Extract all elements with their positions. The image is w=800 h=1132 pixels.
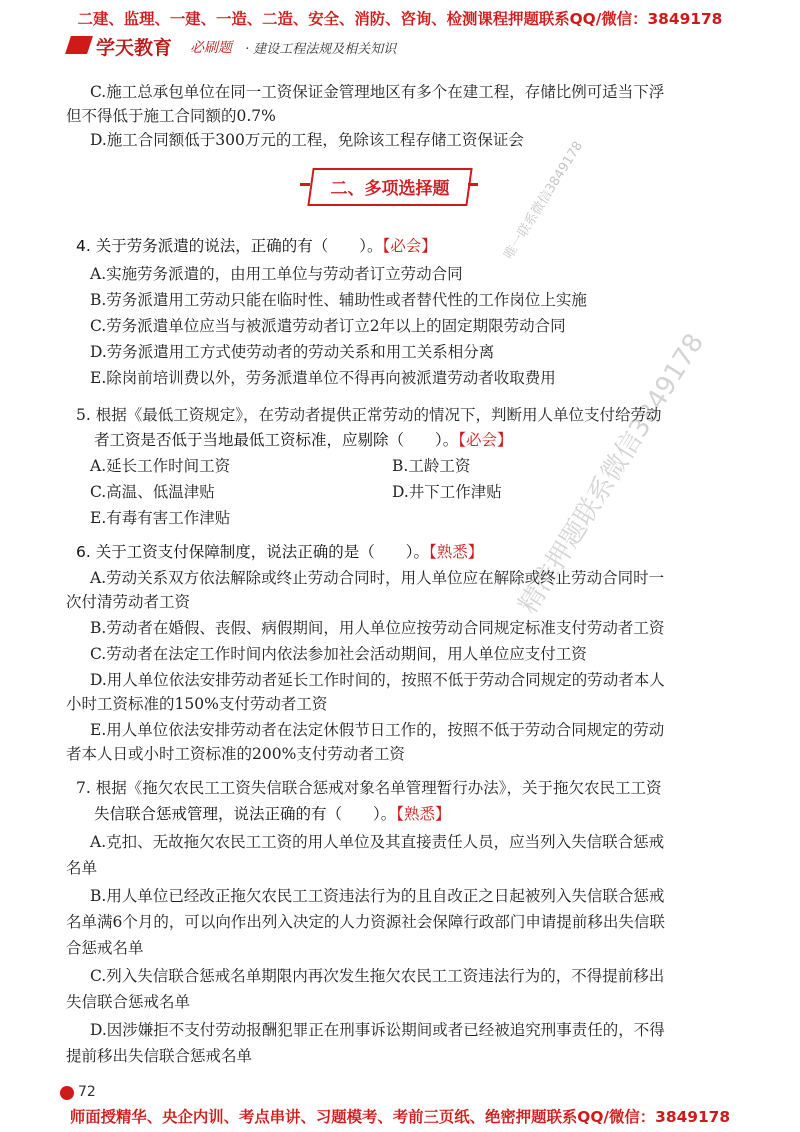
- option-a-continued: 名单: [66, 859, 98, 877]
- option-a: A.延长工作时间工资: [90, 457, 231, 475]
- difficulty-tag: 【熟悉】: [396, 805, 451, 823]
- option-e: E.除岗前培训费以外，劳务派遣单位不得再向被派遣劳动者收取费用: [90, 369, 556, 387]
- option-e: E.用人单位依法安排劳动者在法定休假节日工作的，按照不低于劳动合同规定的劳动: [90, 721, 665, 739]
- option-c: C.列入失信联合惩戒名单期限内再次发生拖欠农民工工资违法行为的，不得提前移出: [90, 967, 665, 985]
- option-c: C.高温、低温津贴: [90, 483, 215, 501]
- option-e-continued: 者本人日或小时工资标准的200%支付劳动者工资: [66, 745, 405, 763]
- page-marker-icon: [60, 1086, 74, 1100]
- question-stem-continued: 者工资是否低于当地最低工资标准，应剔除（ ）。: [94, 431, 459, 449]
- question-6: [76, 540, 483, 562]
- option-a: A.劳动关系双方依法解除或终止劳动合同时，用人单位应在解除或终止劳动合同时一: [90, 569, 665, 587]
- book-subtitle: · 建设工程法规及相关知识: [245, 42, 397, 57]
- option-b-continued: 合惩戒名单: [66, 939, 144, 957]
- question-5: [94, 428, 513, 450]
- option-c: C.劳动者在法定工作时间内依法参加社会活动期间，用人单位应支付工资: [90, 645, 587, 663]
- logo-icon: [65, 36, 93, 54]
- watermark-contact-large: 精准押题联系微信3849178: [513, 328, 711, 620]
- question-7-stem: 7. 根据《拖欠农民工工资失信联合惩戒对象名单管理暂行办法》，关于拖欠农民工工资: [76, 779, 662, 797]
- option-b: B.工龄工资: [392, 457, 471, 475]
- question-5-stem: 5. 根据《最低工资规定》，在劳动者提供正常劳动的情况下，判断用人单位支付给劳动: [76, 406, 662, 424]
- option-a: A.克扣、无故拖欠农民工工资的用人单位及其直接责任人员，应当列入失信联合惩戒: [90, 833, 665, 851]
- bottom-promo-banner: 师面授精华、央企内训、考点串讲、习题模考、考前三页纸、绝密押题联系QQ/微信：3849178: [69, 1108, 731, 1126]
- top-promo-banner: 二建、监理、一建、一造、二造、安全、消防、咨询、检测课程押题联系QQ/微信：3849178: [77, 10, 723, 28]
- publisher-logo: 学天教育: [96, 37, 173, 59]
- page-number: 72: [78, 1084, 96, 1100]
- question-stem-continued: 失信联合惩戒管理，说法正确的有（ ）。: [94, 805, 397, 823]
- option-b-continued: 名单满6个月的，可以向作出列入决定的人力资源社会保障行政部门申请提前移出失信联: [66, 913, 665, 931]
- option-d-continued: 小时工资标准的150%支付劳动者工资: [66, 695, 328, 713]
- watermark-contact: 唯一联系微信3849178: [501, 138, 587, 263]
- difficulty-tag: 【必会】: [458, 431, 513, 449]
- question-stem: 6. 关于工资支付保障制度，说法正确的是（ ）。: [76, 543, 429, 561]
- option-b: B.用人单位已经改正拖欠农民工工资违法行为的且自改正之日起被列入失信联合惩戒: [90, 887, 665, 905]
- option-b: B.劳动者在婚假、丧假、病假期间，用人单位应按劳动合同规定标准支付劳动者工资: [90, 619, 665, 637]
- option-d: D.井下工作津贴: [392, 483, 502, 501]
- section-decoration-left: [300, 183, 310, 186]
- difficulty-tag: 【必会】: [382, 237, 437, 255]
- series-label: 必刷题: [190, 40, 232, 56]
- option-c-continued: 失信联合惩戒名单: [66, 993, 191, 1011]
- option-d: D.劳务派遣用工方式使劳动者的劳动关系和用工关系相分离: [90, 343, 495, 361]
- question-stem: 4. 关于劳务派遣的说法，正确的有（ ）。: [76, 237, 383, 255]
- option-a: A.实施劳务派遣的，由用工单位与劳动者订立劳动合同: [90, 265, 463, 283]
- option-c: C.劳务派遣单位应当与被派遣劳动者订立2年以上的固定期限劳动合同: [90, 317, 566, 335]
- option-b: B.劳务派遣用工劳动只能在临时性、辅助性或者替代性的工作岗位上实施: [90, 291, 587, 309]
- option-line: C.施工总承包单位在同一工资保证金管理地区有多个在建工程，存储比例可适当下浮: [90, 83, 665, 101]
- option-a-continued: 次付清劳动者工资: [66, 593, 191, 611]
- question-7: [94, 802, 451, 824]
- option-line: D.施工合同额低于300万元的工程，免除该工程存储工资保证会: [90, 131, 524, 149]
- question-4: [76, 234, 437, 256]
- section-title: 二、多项选择题: [330, 179, 450, 199]
- option-e: E.有毒有害工作津贴: [90, 509, 231, 527]
- option-d: D.因涉嫌拒不支付劳动报酬犯罪正在刑事诉讼期间或者已经被追究刑事责任的，不得: [90, 1021, 665, 1039]
- difficulty-tag: 【熟悉】: [428, 543, 484, 561]
- option-d: D.用人单位依法安排劳动者延长工作时间的，按照不低于劳动合同规定的劳动者本人: [90, 671, 665, 689]
- option-line-continued: 但不得低于施工合同额的0.7%: [66, 107, 276, 125]
- option-d-continued: 提前移出失信联合惩戒名单: [66, 1047, 253, 1065]
